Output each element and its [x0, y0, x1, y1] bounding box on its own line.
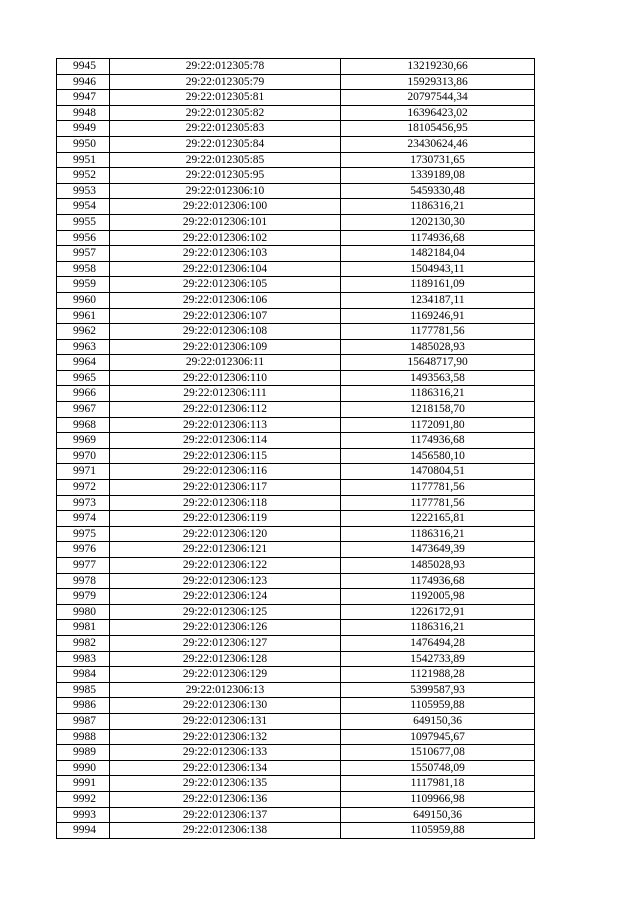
- cadastral-number-cell: 29:22:012305:82: [110, 105, 341, 121]
- cadastral-number-cell: 29:22:012306:102: [110, 230, 341, 246]
- cadastral-value-cell: 1470804,51: [341, 464, 535, 480]
- table-row: [57, 667, 535, 683]
- cadastral-value-cell: 1234187,11: [341, 292, 535, 308]
- cadastral-number-cell: 29:22:012306:105: [110, 277, 341, 293]
- cadastral-number-cell: 29:22:012306:123: [110, 573, 341, 589]
- row-number-cell: 9957: [57, 246, 110, 262]
- cadastral-number-cell: 29:22:012306:101: [110, 214, 341, 230]
- table-row: [57, 90, 535, 106]
- cadastral-value-cell: 1504943,11: [341, 261, 535, 277]
- row-number-cell: 9945: [57, 59, 110, 75]
- cadastral-value-cell: 1542733,89: [341, 651, 535, 667]
- cadastral-number-cell: 29:22:012306:114: [110, 433, 341, 449]
- cadastral-number-cell: 29:22:012306:129: [110, 667, 341, 683]
- row-number-cell: 9959: [57, 277, 110, 293]
- row-number-cell: 9984: [57, 667, 110, 683]
- row-number-cell: 9978: [57, 573, 110, 589]
- row-number-cell: 9947: [57, 90, 110, 106]
- cadastral-value-cell: 1485028,93: [341, 339, 535, 355]
- cadastral-value-cell: 1097945,67: [341, 729, 535, 745]
- cadastral-value-cell: 1550748,09: [341, 760, 535, 776]
- cadastral-value-cell: 649150,36: [341, 807, 535, 823]
- cadastral-value-cell: 1109966,98: [341, 791, 535, 807]
- cadastral-number-cell: 29:22:012306:106: [110, 292, 341, 308]
- cadastral-number-cell: 29:22:012306:117: [110, 480, 341, 496]
- cadastral-number-cell: 29:22:012306:115: [110, 448, 341, 464]
- table-row: [57, 433, 535, 449]
- row-number-cell: 9981: [57, 620, 110, 636]
- cadastral-number-cell: 29:22:012306:118: [110, 495, 341, 511]
- table-row: [57, 589, 535, 605]
- table-row: [57, 807, 535, 823]
- cadastral-number-cell: 29:22:012306:136: [110, 791, 341, 807]
- table-row: [57, 324, 535, 340]
- table-row: [57, 464, 535, 480]
- cadastral-number-cell: 29:22:012306:104: [110, 261, 341, 277]
- row-number-cell: 9992: [57, 791, 110, 807]
- row-number-cell: 9952: [57, 168, 110, 184]
- row-number-cell: 9951: [57, 152, 110, 168]
- cadastral-number-cell: 29:22:012306:109: [110, 339, 341, 355]
- row-number-cell: 9988: [57, 729, 110, 745]
- row-number-cell: 9953: [57, 183, 110, 199]
- cadastral-value-cell: 1105959,88: [341, 698, 535, 714]
- cadastral-number-cell: 29:22:012306:125: [110, 604, 341, 620]
- table-row: [57, 105, 535, 121]
- table-row: [57, 121, 535, 137]
- cadastral-value-cell: 1339189,08: [341, 168, 535, 184]
- cadastral-value-cell: 5399587,93: [341, 682, 535, 698]
- cadastral-number-cell: 29:22:012305:95: [110, 168, 341, 184]
- cadastral-number-cell: 29:22:012306:128: [110, 651, 341, 667]
- table-body: [57, 59, 535, 839]
- cadastral-number-cell: 29:22:012306:124: [110, 589, 341, 605]
- row-number-cell: 9974: [57, 511, 110, 527]
- row-number-cell: 9949: [57, 121, 110, 137]
- table-row: [57, 448, 535, 464]
- cadastral-number-cell: 29:22:012306:108: [110, 324, 341, 340]
- table-row: [57, 214, 535, 230]
- cadastral-value-cell: 15929313,86: [341, 74, 535, 90]
- cadastral-number-cell: 29:22:012306:11: [110, 355, 341, 371]
- table-row: [57, 760, 535, 776]
- cadastral-number-cell: 29:22:012306:126: [110, 620, 341, 636]
- cadastral-value-cell: 1186316,21: [341, 386, 535, 402]
- table-row: [57, 698, 535, 714]
- cadastral-value-cell: 1485028,93: [341, 558, 535, 574]
- cadastral-value-cell: 1186316,21: [341, 526, 535, 542]
- row-number-cell: 9964: [57, 355, 110, 371]
- cadastral-value-cell: 1473649,39: [341, 542, 535, 558]
- row-number-cell: 9982: [57, 635, 110, 651]
- cadastral-number-cell: 29:22:012306:133: [110, 745, 341, 761]
- table-row: [57, 604, 535, 620]
- table-row: [57, 729, 535, 745]
- cadastral-value-cell: 1510677,08: [341, 745, 535, 761]
- row-number-cell: 9989: [57, 745, 110, 761]
- row-number-cell: 9985: [57, 682, 110, 698]
- cadastral-number-cell: 29:22:012306:10: [110, 183, 341, 199]
- row-number-cell: 9994: [57, 823, 110, 839]
- row-number-cell: 9990: [57, 760, 110, 776]
- table-row: [57, 230, 535, 246]
- cadastral-value-cell: 1222165,81: [341, 511, 535, 527]
- cadastral-value-cell: 1186316,21: [341, 199, 535, 215]
- cadastral-number-cell: 29:22:012306:103: [110, 246, 341, 262]
- cadastral-number-cell: 29:22:012306:121: [110, 542, 341, 558]
- cadastral-value-cell: 1177781,56: [341, 495, 535, 511]
- row-number-cell: 9965: [57, 370, 110, 386]
- cadastral-number-cell: 29:22:012306:137: [110, 807, 341, 823]
- row-number-cell: 9979: [57, 589, 110, 605]
- row-number-cell: 9958: [57, 261, 110, 277]
- cadastral-value-cell: 1117981,18: [341, 776, 535, 792]
- cadastral-value-cell: 18105456,95: [341, 121, 535, 137]
- table-row: [57, 246, 535, 262]
- cadastral-number-cell: 29:22:012305:78: [110, 59, 341, 75]
- cadastral-number-cell: 29:22:012306:13: [110, 682, 341, 698]
- cadastral-number-cell: 29:22:012306:113: [110, 417, 341, 433]
- row-number-cell: 9969: [57, 433, 110, 449]
- table-row: [57, 386, 535, 402]
- cadastral-number-cell: 29:22:012305:85: [110, 152, 341, 168]
- cadastral-value-cell: 1186316,21: [341, 620, 535, 636]
- row-number-cell: 9968: [57, 417, 110, 433]
- cadastral-value-cell: 5459330,48: [341, 183, 535, 199]
- row-number-cell: 9976: [57, 542, 110, 558]
- table-row: [57, 745, 535, 761]
- cadastral-number-cell: 29:22:012306:111: [110, 386, 341, 402]
- cadastral-value-cell: 1169246,91: [341, 308, 535, 324]
- cadastral-value-cell: 23430624,46: [341, 136, 535, 152]
- table-row: [57, 59, 535, 75]
- cadastral-value-cell: 15648717,90: [341, 355, 535, 371]
- cadastral-value-cell: 1189161,09: [341, 277, 535, 293]
- cadastral-value-cell: 1177781,56: [341, 480, 535, 496]
- row-number-cell: 9962: [57, 324, 110, 340]
- table-row: [57, 199, 535, 215]
- table-row: [57, 511, 535, 527]
- row-number-cell: 9987: [57, 713, 110, 729]
- cadastral-value-cell: 20797544,34: [341, 90, 535, 106]
- row-number-cell: 9966: [57, 386, 110, 402]
- row-number-cell: 9977: [57, 558, 110, 574]
- cadastral-number-cell: 29:22:012306:122: [110, 558, 341, 574]
- row-number-cell: 9972: [57, 480, 110, 496]
- cadastral-number-cell: 29:22:012306:131: [110, 713, 341, 729]
- row-number-cell: 9960: [57, 292, 110, 308]
- table-row: [57, 74, 535, 90]
- table-row: [57, 635, 535, 651]
- cadastral-value-cell: 1493563,58: [341, 370, 535, 386]
- table-row: [57, 417, 535, 433]
- row-number-cell: 9946: [57, 74, 110, 90]
- table-row: [57, 682, 535, 698]
- cadastral-number-cell: 29:22:012306:132: [110, 729, 341, 745]
- cadastral-value-cell: 1218158,70: [341, 402, 535, 418]
- row-number-cell: 9956: [57, 230, 110, 246]
- row-number-cell: 9991: [57, 776, 110, 792]
- cadastral-value-cell: 1456580,10: [341, 448, 535, 464]
- table-row: [57, 402, 535, 418]
- table-row: [57, 495, 535, 511]
- table-row: [57, 152, 535, 168]
- cadastral-number-cell: 29:22:012305:81: [110, 90, 341, 106]
- cadastral-number-cell: 29:22:012306:130: [110, 698, 341, 714]
- row-number-cell: 9973: [57, 495, 110, 511]
- cadastral-number-cell: 29:22:012306:107: [110, 308, 341, 324]
- table-row: [57, 308, 535, 324]
- cadastral-number-cell: 29:22:012306:127: [110, 635, 341, 651]
- cadastral-value-cell: 1482184,04: [341, 246, 535, 262]
- cadastral-number-cell: 29:22:012306:110: [110, 370, 341, 386]
- cadastral-value-table: [56, 58, 535, 839]
- cadastral-number-cell: 29:22:012306:120: [110, 526, 341, 542]
- row-number-cell: 9967: [57, 402, 110, 418]
- cadastral-number-cell: 29:22:012306:116: [110, 464, 341, 480]
- cadastral-number-cell: 29:22:012305:79: [110, 74, 341, 90]
- table-row: [57, 480, 535, 496]
- table-row: [57, 713, 535, 729]
- row-number-cell: 9961: [57, 308, 110, 324]
- table-row: [57, 168, 535, 184]
- cadastral-value-cell: 1121988,28: [341, 667, 535, 683]
- table-row: [57, 355, 535, 371]
- table-row: [57, 791, 535, 807]
- row-number-cell: 9963: [57, 339, 110, 355]
- row-number-cell: 9980: [57, 604, 110, 620]
- cadastral-value-cell: 13219230,66: [341, 59, 535, 75]
- cadastral-value-cell: 1177781,56: [341, 324, 535, 340]
- row-number-cell: 9971: [57, 464, 110, 480]
- cadastral-value-cell: 649150,36: [341, 713, 535, 729]
- table-row: [57, 573, 535, 589]
- cadastral-number-cell: 29:22:012306:119: [110, 511, 341, 527]
- cadastral-number-cell: 29:22:012306:135: [110, 776, 341, 792]
- cadastral-value-cell: 16396423,02: [341, 105, 535, 121]
- cadastral-value-cell: 1202130,30: [341, 214, 535, 230]
- row-number-cell: 9955: [57, 214, 110, 230]
- row-number-cell: 9970: [57, 448, 110, 464]
- row-number-cell: 9950: [57, 136, 110, 152]
- cadastral-value-cell: 1476494,28: [341, 635, 535, 651]
- table-row: [57, 277, 535, 293]
- cadastral-number-cell: 29:22:012306:112: [110, 402, 341, 418]
- cadastral-number-cell: 29:22:012305:83: [110, 121, 341, 137]
- row-number-cell: 9948: [57, 105, 110, 121]
- cadastral-value-cell: 1174936,68: [341, 433, 535, 449]
- table-row: [57, 261, 535, 277]
- table-row: [57, 542, 535, 558]
- table-row: [57, 823, 535, 839]
- row-number-cell: 9983: [57, 651, 110, 667]
- cadastral-number-cell: 29:22:012306:100: [110, 199, 341, 215]
- table-row: [57, 292, 535, 308]
- cadastral-number-cell: 29:22:012306:138: [110, 823, 341, 839]
- row-number-cell: 9993: [57, 807, 110, 823]
- table-row: [57, 776, 535, 792]
- table-row: [57, 370, 535, 386]
- cadastral-number-cell: 29:22:012306:134: [110, 760, 341, 776]
- row-number-cell: 9975: [57, 526, 110, 542]
- row-number-cell: 9954: [57, 199, 110, 215]
- cadastral-value-cell: 1172091,80: [341, 417, 535, 433]
- table-row: [57, 651, 535, 667]
- table-row: [57, 339, 535, 355]
- cadastral-number-cell: 29:22:012305:84: [110, 136, 341, 152]
- row-number-cell: 9986: [57, 698, 110, 714]
- table-row: [57, 526, 535, 542]
- cadastral-value-cell: 1226172,91: [341, 604, 535, 620]
- cadastral-value-cell: 1192005,98: [341, 589, 535, 605]
- cadastral-value-cell: 1174936,68: [341, 573, 535, 589]
- cadastral-value-cell: 1174936,68: [341, 230, 535, 246]
- table-row: [57, 183, 535, 199]
- cadastral-value-cell: 1105959,88: [341, 823, 535, 839]
- cadastral-value-cell: 1730731,65: [341, 152, 535, 168]
- table-row: [57, 620, 535, 636]
- table-row: [57, 558, 535, 574]
- table-row: [57, 136, 535, 152]
